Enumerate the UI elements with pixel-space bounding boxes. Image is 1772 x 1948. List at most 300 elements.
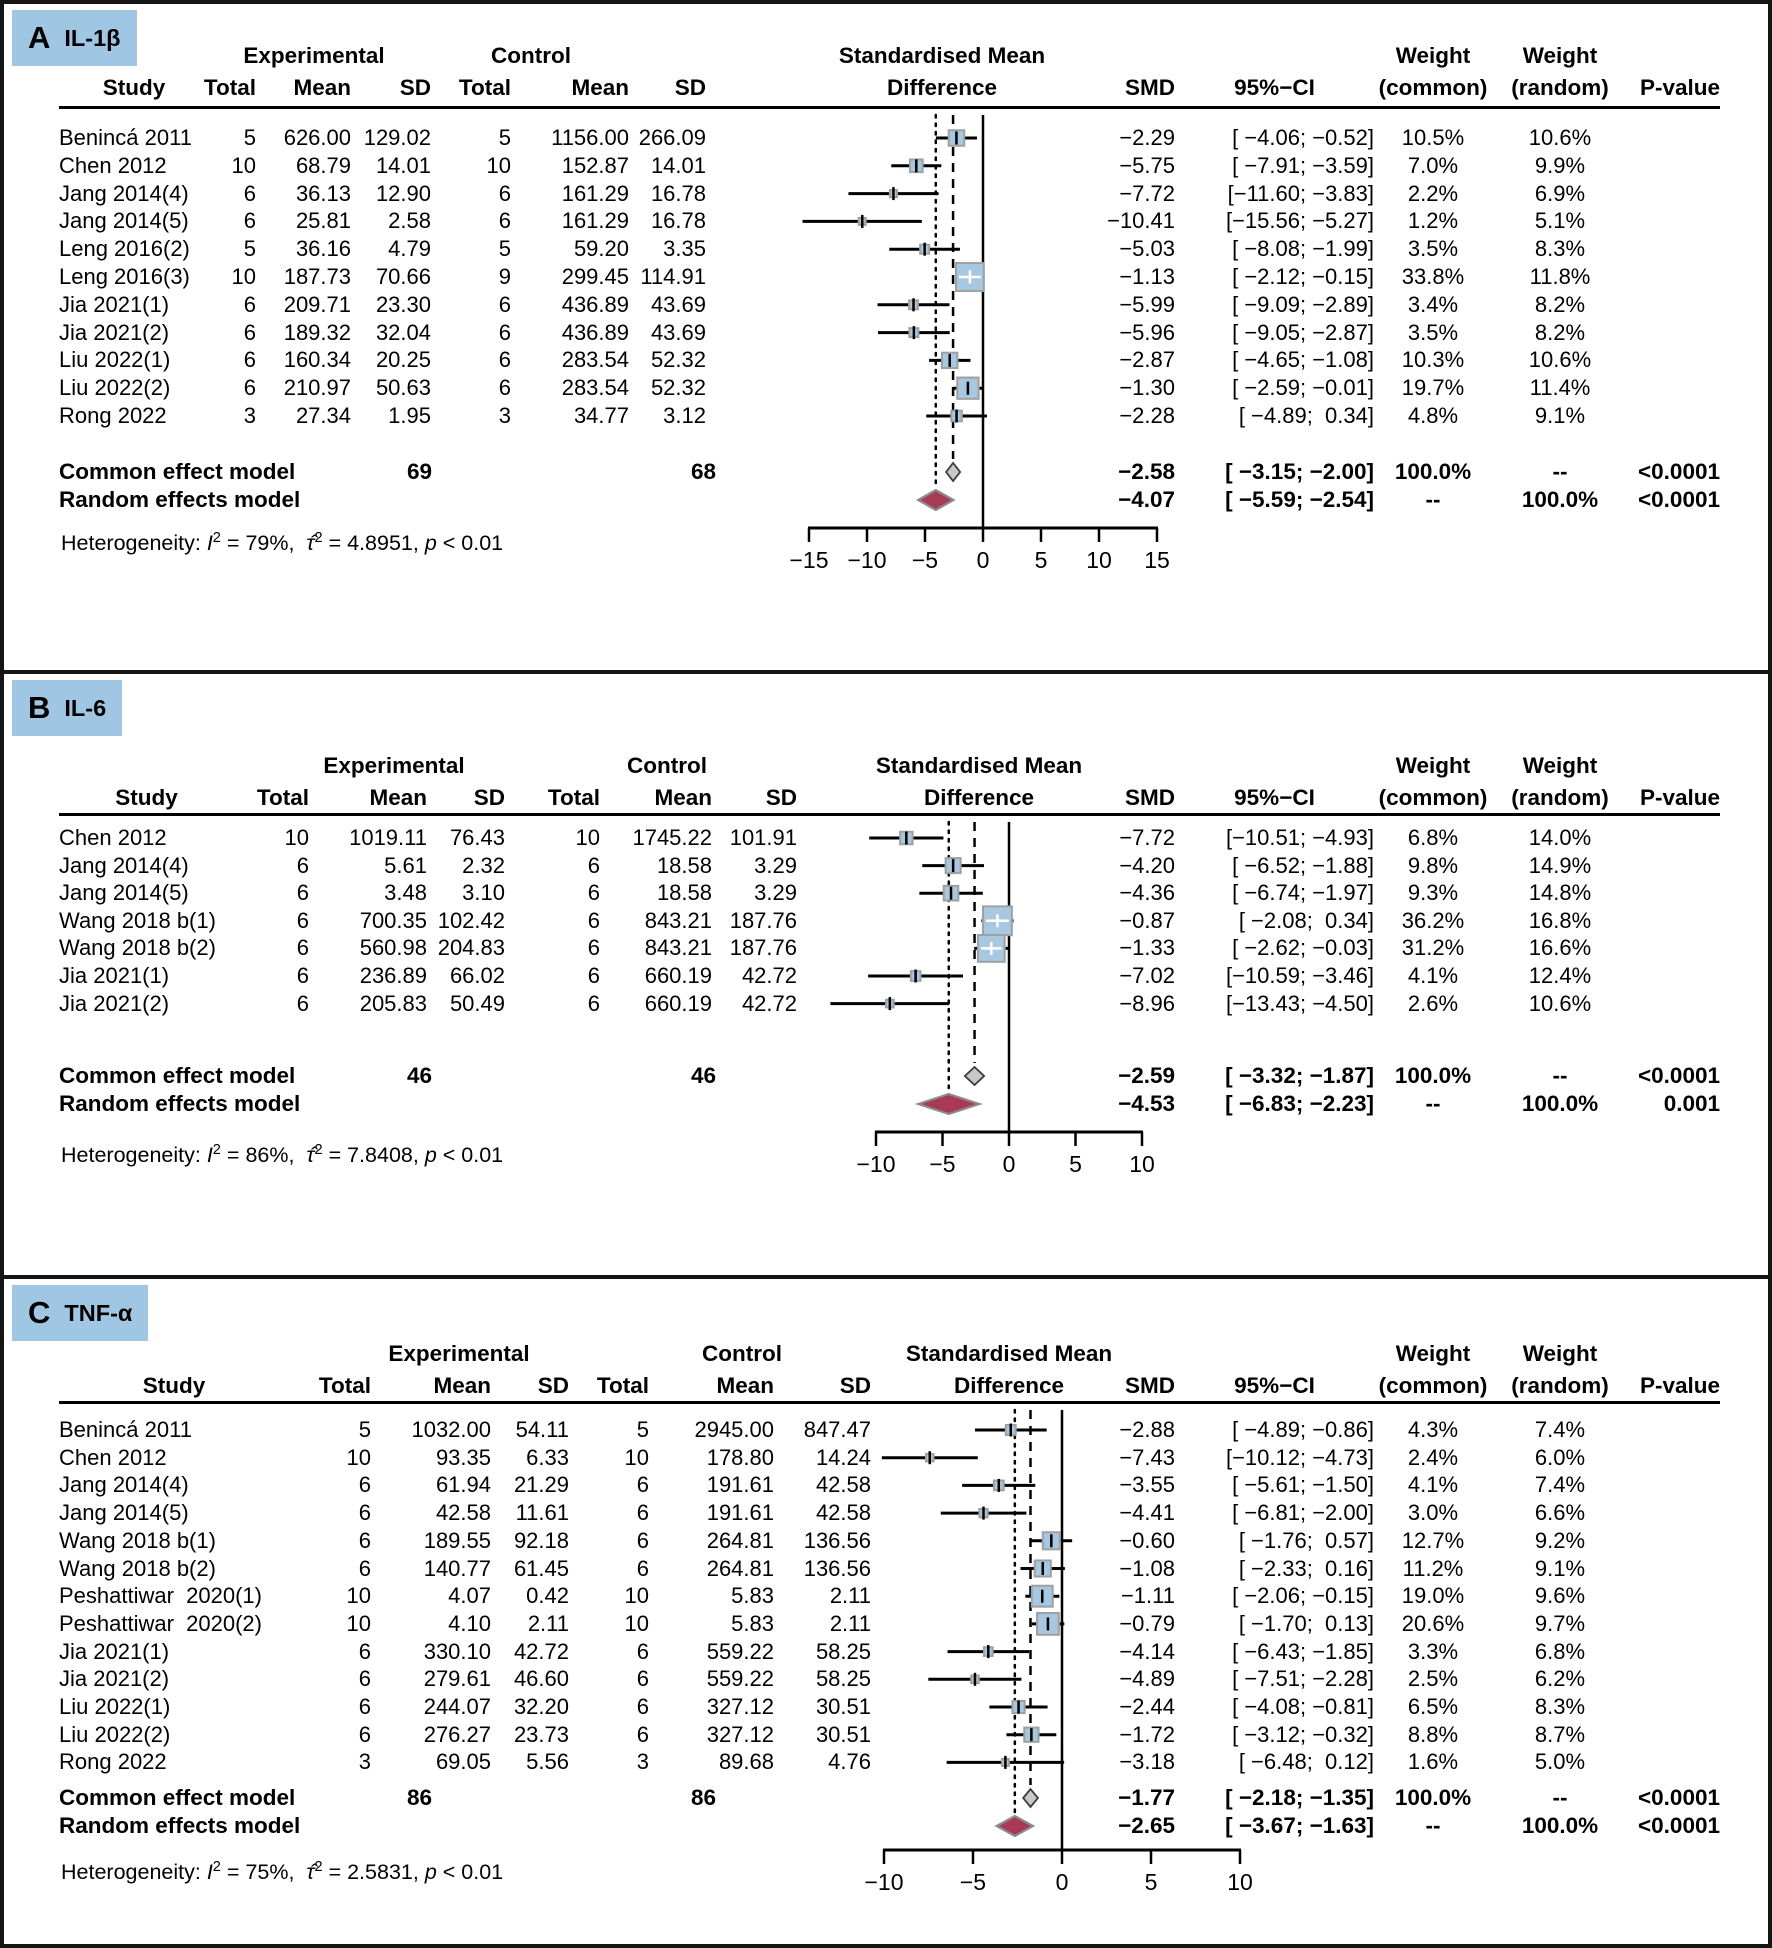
weight-random-value: 10.6%: [1528, 347, 1592, 373]
ctrl-total: 6: [498, 208, 511, 234]
weight-common-value: 2.2%: [1407, 180, 1459, 206]
weight-random-value: 6.9%: [1534, 180, 1586, 206]
ci-value: [ −2.12; −0.15]: [1232, 264, 1374, 289]
axis-tick-label: 5: [1034, 547, 1048, 573]
ci-value: [ −6.52; −1.88]: [1232, 852, 1374, 878]
exp-mean: 42.58: [435, 1500, 491, 1526]
exp-sd: 4.79: [388, 236, 431, 262]
header-weight-random-1: Weight: [1522, 1341, 1598, 1366]
exp-total: 5: [243, 236, 256, 262]
summary-ci-value: [ −3.15; −2.00]: [1225, 459, 1374, 484]
ctrl-mean: 191.61: [706, 1500, 774, 1526]
summary-p-value: 0.001: [1663, 1091, 1720, 1116]
ctrl-sd: 14.01: [650, 152, 706, 178]
exp-sd: 66.02: [449, 963, 505, 988]
smd-value: −7.43: [1119, 1444, 1175, 1470]
smd-value: −4.41: [1119, 1500, 1175, 1526]
ctrl-sd: 3.35: [663, 236, 706, 262]
header-experimental: Experimental: [388, 1341, 530, 1366]
ctrl-sd: 16.78: [650, 208, 706, 234]
effect-square: [859, 218, 866, 225]
study-name: Jang 2014(5): [59, 1500, 189, 1526]
exp-total: 6: [243, 208, 256, 234]
weight-common-value: 4.1%: [1407, 963, 1459, 988]
exp-mean: 69.05: [435, 1749, 491, 1775]
weight-random-value: 12.4%: [1528, 963, 1592, 988]
header-ctrl-total: Total: [596, 1373, 649, 1398]
exp-total: 3: [243, 403, 256, 428]
exp-mean: 61.94: [435, 1472, 491, 1498]
study-name: Leng 2016(3): [59, 264, 190, 289]
study-name: Leng 2016(2): [59, 236, 190, 262]
ctrl-total: 10: [486, 152, 511, 178]
study-name: Jia 2021(1): [59, 291, 170, 317]
header-effect-line1: Standardised Mean: [838, 43, 1046, 68]
exp-sd: 23.73: [513, 1721, 569, 1747]
weight-common-value: 3.0%: [1407, 1500, 1459, 1526]
smd-value: −5.03: [1119, 236, 1175, 262]
study-name: Peshattiwar 2020(2): [59, 1610, 262, 1636]
ctrl-mean: 161.29: [561, 180, 629, 206]
summary-weight-random: 100.0%: [1521, 1813, 1599, 1838]
weight-random-value: 8.7%: [1534, 1721, 1586, 1747]
ci-value: [ −2.33; 0.16]: [1238, 1555, 1374, 1581]
panel-title: TNF-α: [64, 1299, 133, 1326]
summary-label: Common effect model: [59, 1063, 296, 1088]
exp-total: 6: [358, 1472, 371, 1498]
weight-common-value: 10.3%: [1401, 347, 1465, 373]
weight-random-value: 5.1%: [1534, 208, 1586, 234]
header-smd: SMD: [1125, 785, 1175, 810]
ci-value: [ −9.05; −2.87]: [1232, 319, 1374, 345]
weight-random-value: 7.4%: [1534, 1472, 1586, 1498]
ctrl-mean: 191.61: [706, 1472, 774, 1498]
weight-random-value: 6.8%: [1534, 1638, 1586, 1664]
summary-smd-value: −4.07: [1118, 487, 1175, 512]
header-ctrl-total: Total: [547, 785, 600, 810]
exp-mean: 236.89: [359, 963, 427, 988]
ctrl-sd: 4.76: [828, 1749, 871, 1775]
header-weight-common-2: (common): [1378, 75, 1488, 100]
random-diamond: [997, 1816, 1033, 1836]
panel-il1b: [4, 4, 1768, 670]
summary-label: Random effects model: [59, 487, 301, 512]
header-weight-random-1: Weight: [1522, 753, 1598, 778]
smd-value: −5.75: [1119, 152, 1175, 178]
effect-square: [909, 328, 918, 337]
panel-tag: [12, 10, 137, 66]
ci-value: [ −2.06; −0.15]: [1232, 1583, 1374, 1609]
exp-total: 6: [243, 375, 256, 401]
exp-mean: 93.35: [435, 1444, 491, 1470]
ci-value: [−10.51; −4.93]: [1225, 825, 1374, 850]
exp-total: 6: [358, 1666, 371, 1692]
summary-label: Random effects model: [59, 1091, 301, 1116]
ctrl-sd: 187.76: [729, 935, 797, 961]
smd-value: −4.14: [1119, 1638, 1175, 1664]
weight-common-value: 11.2%: [1402, 1555, 1464, 1581]
panel-tag: [12, 1285, 148, 1341]
axis-tick-label: 5: [1144, 1869, 1158, 1895]
smd-value: −10.41: [1107, 208, 1175, 234]
smd-value: −0.60: [1119, 1527, 1175, 1553]
ctrl-mean: 283.54: [561, 347, 629, 373]
exp-sd: 204.83: [437, 935, 505, 961]
exp-sd: 76.43: [449, 825, 505, 850]
summary-p-value: <0.0001: [1638, 1813, 1720, 1838]
exp-mean: 27.34: [295, 403, 351, 428]
header-weight-random-1: Weight: [1522, 43, 1598, 68]
weight-common-value: 3.5%: [1407, 236, 1459, 262]
ctrl-mean: 34.77: [573, 403, 629, 428]
effect-square: [984, 1647, 993, 1656]
exp-sd: 0.42: [526, 1583, 569, 1609]
ctrl-mean: 2945.00: [694, 1417, 774, 1442]
exp-sd: 32.04: [375, 319, 431, 345]
study-name: Wang 2018 b(1): [59, 907, 216, 933]
ci-value: [ −1.70; 0.13]: [1238, 1610, 1374, 1636]
study-name: Wang 2018 b(1): [59, 1527, 216, 1553]
study-name: Jang 2014(4): [59, 180, 189, 206]
common-diamond: [946, 463, 960, 481]
ctrl-sd: 3.29: [754, 852, 797, 878]
study-name: Wang 2018 b(2): [59, 935, 216, 961]
summary-weight-common: 100.0%: [1394, 1785, 1472, 1810]
header-p-value: P-value: [1639, 785, 1720, 810]
summary-ci-value: [ −3.67; −1.63]: [1225, 1813, 1374, 1838]
ci-value: [ −6.81; −2.00]: [1232, 1500, 1374, 1526]
effect-square: [909, 300, 918, 309]
ctrl-sd: 16.78: [650, 180, 706, 206]
axis-tick-label: 10: [1129, 1151, 1155, 1177]
exp-total: 10: [346, 1444, 371, 1470]
summary-smd-value: −2.58: [1118, 459, 1175, 484]
weight-common-value: 31.2%: [1401, 935, 1465, 961]
exp-total: 6: [296, 880, 309, 906]
header-weight-common-2: (common): [1378, 785, 1488, 810]
ctrl-total: 5: [498, 236, 511, 262]
summary-weight-common: 100.0%: [1394, 1063, 1472, 1088]
header-effect-line2: Difference: [953, 1373, 1065, 1398]
ci-value: [ −2.59; −0.01]: [1232, 375, 1374, 401]
ctrl-sd: 52.32: [650, 375, 706, 401]
ctrl-sd: 266.09: [638, 125, 706, 150]
ctrl-total: 6: [636, 1721, 649, 1747]
header-weight-random-2: (random): [1511, 1373, 1609, 1398]
ctrl-sd: 42.72: [741, 963, 797, 988]
exp-total: 6: [296, 935, 309, 961]
summary-ci-value: [ −5.59; −2.54]: [1225, 487, 1374, 512]
smd-value: −4.89: [1119, 1666, 1175, 1692]
ci-value: [ −4.65; −1.08]: [1232, 347, 1374, 373]
exp-mean: 5.61: [384, 852, 427, 878]
exp-mean: 36.13: [295, 180, 351, 206]
weight-random-value: 8.2%: [1534, 319, 1586, 345]
exp-total: 6: [358, 1638, 371, 1664]
exp-total: 10: [346, 1610, 371, 1636]
header-ci: 95%−CI: [1234, 785, 1315, 810]
random-diamond: [918, 1094, 979, 1114]
weight-random-value: 9.6%: [1534, 1583, 1586, 1609]
ctrl-mean: 178.80: [706, 1444, 774, 1470]
summary-ci-value: [ −3.32; −1.87]: [1225, 1063, 1374, 1088]
ci-value: [ −3.12; −0.32]: [1232, 1721, 1374, 1747]
exp-sd: 129.02: [363, 125, 431, 150]
ctrl-mean: 436.89: [561, 291, 629, 317]
exp-total: 6: [296, 907, 309, 933]
study-name: Jia 2021(1): [59, 1638, 170, 1664]
weight-common-value: 2.6%: [1407, 990, 1459, 1016]
header-rule: [59, 106, 1720, 109]
ctrl-total: 9: [498, 264, 511, 289]
ctrl-sd: 136.56: [803, 1555, 871, 1581]
weight-random-value: 8.3%: [1534, 1694, 1586, 1719]
ctrl-sd: 42.58: [815, 1472, 871, 1498]
exp-total: 3: [358, 1749, 371, 1775]
header-effect-line2: Difference: [886, 75, 998, 100]
study-name: Chen 2012: [59, 825, 167, 850]
weight-random-value: 5.0%: [1534, 1749, 1586, 1775]
axis-tick-label: −10: [856, 1151, 896, 1177]
header-control: Control: [491, 43, 571, 68]
header-ctrl-sd: SD: [674, 75, 706, 100]
exp-mean: 276.27: [423, 1721, 491, 1747]
ctrl-mean: 327.12: [706, 1694, 774, 1719]
weight-common-value: 6.8%: [1407, 825, 1459, 850]
header-rule: [59, 1401, 1720, 1404]
header-control: Control: [702, 1341, 782, 1366]
smd-value: −2.88: [1119, 1417, 1175, 1442]
smd-value: −7.72: [1119, 180, 1175, 206]
ctrl-mean: 1156.00: [551, 125, 629, 150]
exp-sd: 2.11: [527, 1610, 569, 1636]
weight-random-value: 8.3%: [1534, 236, 1586, 262]
exp-sd: 2.32: [462, 852, 505, 878]
effect-square: [983, 906, 1012, 935]
smd-value: −1.33: [1119, 935, 1175, 961]
weight-common-value: 4.8%: [1407, 403, 1459, 428]
ctrl-total: 6: [587, 963, 600, 988]
exp-mean: 189.32: [283, 319, 351, 345]
ctrl-total: 6: [636, 1694, 649, 1719]
exp-sd: 5.56: [526, 1749, 569, 1775]
ctrl-mean: 327.12: [706, 1721, 774, 1747]
ci-value: [ −6.74; −1.97]: [1232, 880, 1374, 906]
ctrl-mean: 843.21: [644, 907, 712, 933]
common-diamond: [1023, 1789, 1038, 1807]
smd-value: −5.96: [1119, 319, 1175, 345]
exp-total: 6: [243, 347, 256, 373]
exp-total: 6: [358, 1721, 371, 1747]
summary-ctrl-total: 68: [690, 459, 716, 484]
ctrl-total: 6: [636, 1666, 649, 1692]
exp-total: 10: [231, 152, 256, 178]
ctrl-total: 6: [498, 180, 511, 206]
header-weight-random-2: (random): [1511, 75, 1609, 100]
study-name: Chen 2012: [59, 152, 167, 178]
ci-value: [ −8.08; −1.99]: [1232, 236, 1374, 262]
effect-square: [978, 935, 1005, 962]
ctrl-total: 6: [636, 1638, 649, 1664]
effect-square: [956, 263, 984, 291]
exp-total: 10: [346, 1583, 371, 1609]
panel-letter: A: [28, 20, 51, 55]
exp-mean: 210.97: [283, 375, 351, 401]
axis-tick-label: 15: [1144, 547, 1170, 573]
summary-label: Random effects model: [59, 1813, 301, 1838]
summary-smd-value: −2.59: [1118, 1063, 1175, 1088]
exp-total: 6: [243, 291, 256, 317]
exp-total: 10: [231, 264, 256, 289]
effect-square: [1037, 1613, 1059, 1635]
ctrl-sd: 187.76: [729, 907, 797, 933]
exp-mean: 1019.11: [349, 825, 427, 850]
ci-value: [ −2.62; −0.03]: [1232, 935, 1374, 961]
study-name: Rong 2022: [59, 403, 167, 428]
ctrl-sd: 3.12: [663, 403, 706, 428]
axis-tick-label: 10: [1227, 1869, 1253, 1895]
ctrl-total: 6: [587, 880, 600, 906]
effect-square: [949, 130, 965, 146]
weight-common-value: 19.7%: [1401, 375, 1465, 401]
ci-value: [−10.59; −3.46]: [1225, 963, 1374, 988]
ci-value: [−10.12; −4.73]: [1225, 1444, 1374, 1470]
exp-sd: 12.90: [375, 180, 431, 206]
weight-random-value: 14.0%: [1528, 825, 1592, 850]
header-control: Control: [627, 753, 707, 778]
exp-sd: 6.33: [526, 1444, 569, 1470]
effect-square: [1012, 1701, 1024, 1713]
axis-tick-label: 0: [1002, 1151, 1016, 1177]
ci-value: [ −7.91; −3.59]: [1232, 152, 1374, 178]
exp-mean: 560.98: [359, 935, 427, 961]
study-name: Liu 2022(2): [59, 1721, 171, 1747]
study-name: Jia 2021(2): [59, 319, 170, 345]
header-smd: SMD: [1125, 75, 1175, 100]
ctrl-sd: 30.51: [815, 1694, 871, 1719]
study-name: Chen 2012: [59, 1444, 167, 1470]
exp-total: 5: [243, 125, 256, 150]
heterogeneity-note: Heterogeneity: $I^2 = 86\%$, τ̂$^2$ = 7.8408, p < 0.01: [61, 1142, 504, 1168]
header-exp-sd: SD: [537, 1373, 569, 1398]
exp-total: 10: [284, 825, 309, 850]
exp-total: 6: [243, 319, 256, 345]
header-weight-common-1: Weight: [1395, 753, 1471, 778]
effect-square: [944, 886, 959, 901]
exp-sd: 21.29: [513, 1472, 569, 1498]
ci-value: [ −2.08; 0.34]: [1238, 907, 1374, 933]
exp-sd: 50.49: [449, 990, 505, 1016]
header-ctrl-sd: SD: [765, 785, 797, 810]
ci-value: [ −4.89; 0.34]: [1238, 403, 1374, 428]
panel-il6: [4, 670, 1768, 1275]
smd-value: −2.87: [1119, 347, 1175, 373]
study-name: Jang 2014(4): [59, 1472, 189, 1498]
ctrl-total: 6: [587, 907, 600, 933]
ctrl-sd: 2.11: [829, 1610, 871, 1636]
study-name: Liu 2022(2): [59, 375, 171, 401]
summary-weight-random: 100.0%: [1521, 1091, 1599, 1116]
exp-sd: 23.30: [375, 291, 431, 317]
ctrl-total: 6: [636, 1472, 649, 1498]
exp-mean: 626.00: [283, 125, 351, 150]
ctrl-total: 3: [636, 1749, 649, 1775]
summary-exp-total: 69: [406, 459, 432, 484]
exp-sd: 50.63: [375, 375, 431, 401]
panel-letter: B: [28, 690, 51, 725]
summary-p-value: <0.0001: [1638, 1063, 1720, 1088]
summary-weight-random: 100.0%: [1521, 487, 1599, 512]
exp-sd: 92.18: [513, 1527, 569, 1553]
exp-sd: 54.11: [515, 1417, 569, 1442]
ctrl-sd: 43.69: [650, 291, 706, 317]
effect-square: [946, 858, 961, 873]
weight-random-value: 9.1%: [1534, 1555, 1586, 1581]
ctrl-total: 6: [498, 291, 511, 317]
exp-sd: 1.95: [388, 403, 431, 428]
ctrl-sd: 847.47: [803, 1417, 871, 1442]
ctrl-sd: 42.72: [741, 990, 797, 1016]
smd-value: −1.11: [1120, 1583, 1175, 1609]
exp-mean: 160.34: [283, 347, 351, 373]
exp-mean: 4.07: [448, 1583, 491, 1609]
ctrl-mean: 1745.22: [632, 825, 712, 850]
summary-p-value: <0.0001: [1638, 459, 1720, 484]
ci-value: [−13.43; −4.50]: [1225, 990, 1374, 1016]
summary-weight-random: --: [1552, 1785, 1568, 1810]
weight-common-value: 7.0%: [1407, 152, 1459, 178]
summary-exp-total: 86: [406, 1785, 432, 1810]
exp-mean: 36.16: [295, 236, 351, 262]
weight-common-value: 36.2%: [1401, 907, 1465, 933]
ctrl-mean: 18.58: [656, 852, 712, 878]
ci-value: [ −6.48; 0.12]: [1238, 1749, 1374, 1775]
smd-value: −2.44: [1119, 1694, 1175, 1719]
common-diamond: [965, 1067, 984, 1085]
ctrl-mean: 559.22: [706, 1638, 774, 1664]
effect-square: [1024, 1728, 1038, 1742]
panel-tag: [12, 680, 122, 736]
ctrl-sd: 30.51: [815, 1721, 871, 1747]
axis-tick-label: −10: [864, 1869, 904, 1895]
weight-random-value: 14.8%: [1528, 880, 1592, 906]
ci-value: [ −9.09; −2.89]: [1232, 291, 1374, 317]
panel-title: IL-1β: [64, 24, 121, 51]
exp-total: 6: [358, 1694, 371, 1719]
smd-value: −1.72: [1119, 1721, 1175, 1747]
ctrl-sd: 14.24: [815, 1444, 871, 1470]
weight-random-value: 9.9%: [1534, 152, 1586, 178]
header-ctrl-mean: Mean: [571, 75, 629, 100]
header-p-value: P-value: [1639, 75, 1720, 100]
exp-total: 6: [358, 1500, 371, 1526]
ctrl-mean: 5.83: [731, 1583, 774, 1609]
smd-value: −2.28: [1119, 403, 1175, 428]
smd-value: −5.99: [1119, 291, 1175, 317]
weight-common-value: 2.4%: [1407, 1444, 1459, 1470]
header-weight-common-1: Weight: [1395, 1341, 1471, 1366]
exp-mean: 330.10: [423, 1638, 491, 1664]
header-ctrl-mean: Mean: [654, 785, 712, 810]
weight-random-value: 6.0%: [1534, 1444, 1586, 1470]
effect-square: [957, 378, 978, 399]
panel-title: IL-6: [64, 694, 107, 721]
effect-square: [971, 1676, 979, 1684]
ci-value: [ −4.08; −0.81]: [1232, 1694, 1374, 1719]
ctrl-total: 6: [587, 990, 600, 1016]
exp-mean: 3.48: [384, 880, 427, 906]
header-exp-mean: Mean: [433, 1373, 491, 1398]
